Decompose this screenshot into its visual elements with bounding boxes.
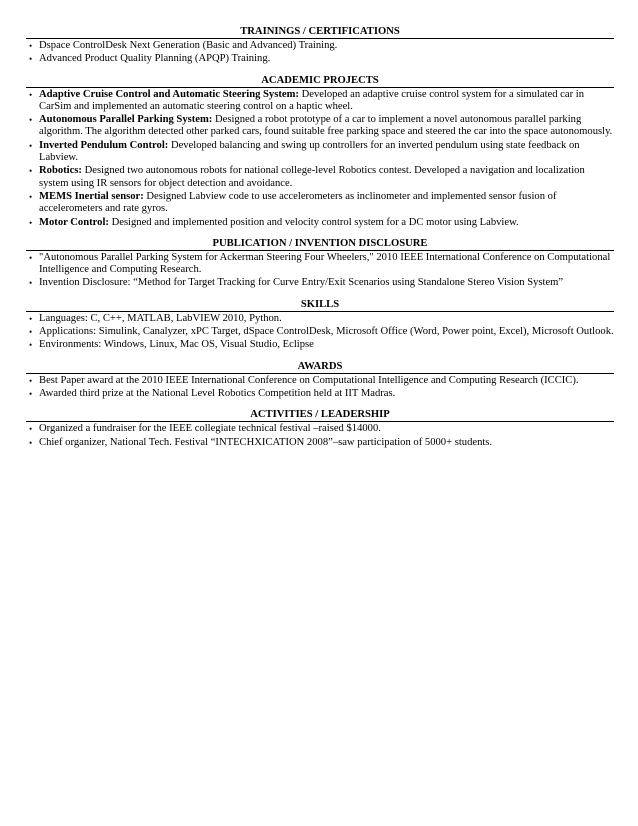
list-item: • Environments: Windows, Linux, Mac OS, Visual Studio, Eclipse [29, 339, 314, 351]
section-title: TRAININGS / CERTIFICATIONS [26, 26, 614, 39]
list-item: • Adaptive Cruise Control and Automatic Steering System: Developed an adaptive cruise control system for a simulated car in CarSim and implemented an automatic steering control on a haptic wheel. [29, 88, 584, 112]
list-item: • Applications: Simulink, Canalyzer, xPC Target, dSpace ControlDesk, Microsoft Office (Word, Power point, Excel), Microsoft Outlook. [29, 325, 614, 337]
bullet-icon: • [29, 54, 33, 65]
bullet-list [26, 313, 614, 352]
bullet-list [26, 40, 614, 66]
resume-page [26, 26, 614, 458]
bullet-icon: • [29, 89, 33, 100]
bullet-icon: • [29, 278, 33, 289]
bullet-icon: • [29, 326, 33, 337]
bullet-icon: • [29, 375, 33, 386]
bullet-icon: • [29, 115, 33, 126]
list-item: • "Autonomous Parallel Parking System for Ackerman Steering Four Wheelers," 2010 IEEE International Conference on Computational Intelligence and Computing Research. [29, 251, 611, 275]
bullet-icon: • [29, 437, 33, 448]
section-trainings [26, 26, 614, 66]
section-activities [26, 409, 614, 449]
bullet-icon: • [29, 388, 33, 399]
bullet-icon: • [29, 217, 33, 228]
list-item: • MEMS Inertial sensor: Designed Labview code to use accelerometers as inclinometer and implemented sensor fusion of accelerometers and rate gyros. [29, 190, 557, 215]
list-item: • Dspace ControlDesk Next Generation (Basic and Advanced) Training. [29, 40, 338, 51]
bullet-icon: • [29, 340, 33, 351]
list-item: • Invention Disclosure: “Method for Target Tracking for Curve Entry/Exit Scenarios using Standalone Stereo Vision System” [29, 277, 564, 289]
section-title: ACADEMIC PROJECTS [26, 75, 614, 88]
bullet-list [26, 252, 614, 290]
list-item: • Awarded third prize at the National Level Robotics Competition held at IIT Madras. [29, 387, 396, 399]
list-item: • Best Paper award at the 2010 IEEE International Conference on Computational Intelligence and Computing Research (ICCIC). [29, 374, 579, 386]
bullet-icon: • [29, 313, 33, 324]
bullet-list [26, 89, 614, 229]
list-item: • Languages: C, C++, MATLAB, LabVIEW 2010, Python. [29, 312, 282, 324]
list-item: • Motor Control: Designed and implemented position and velocity control system for a DC motor using Labview. [29, 216, 519, 228]
section-awards [26, 361, 614, 401]
bullet-icon: • [29, 41, 33, 51]
bullet-icon: • [29, 424, 33, 435]
list-item: • Advanced Product Quality Planning (APQP) Training. [29, 53, 271, 65]
section-title: ACTIVITIES / LEADERSHIP [26, 409, 614, 422]
section-title: PUBLICATION / INVENTION DISCLOSURE [26, 238, 614, 251]
list-item: • Chief organizer, National Tech. Festival “INTECHXICATION 2008”–saw participation of 5000+ students. [29, 436, 493, 448]
section-title: AWARDS [26, 361, 614, 374]
list-item: • Inverted Pendulum Control: Developed balancing and swing up controllers for an inverted pendulum using state feedback on Labview. [29, 139, 580, 163]
list-item: • Organized a fundraiser for the IEEE collegiate technical festival –raised $14000. [29, 423, 381, 435]
bullet-list [26, 375, 614, 401]
bullet-icon: • [29, 166, 33, 177]
bullet-list [26, 423, 614, 449]
bullet-icon: • [29, 252, 33, 263]
bullet-icon: • [29, 140, 33, 151]
list-item: • Robotics: Designed two autonomous robots for national college-level Robotics contest. Developed a navigation and localization system using IR sensors for object detection and avoidance. [29, 165, 585, 189]
section-title: SKILLS [26, 299, 614, 312]
section-skills [26, 299, 614, 352]
section-publication [26, 238, 614, 290]
list-item: • Autonomous Parallel Parking System: Designed a robot prototype of a car to implement a novel autonomous parallel parking algorithm. The algorithm detected other parked cars, found suitable free parking space and steered the car into the space autonomously. [29, 114, 613, 138]
section-academic-projects [26, 75, 614, 229]
bullet-icon: • [29, 191, 33, 202]
